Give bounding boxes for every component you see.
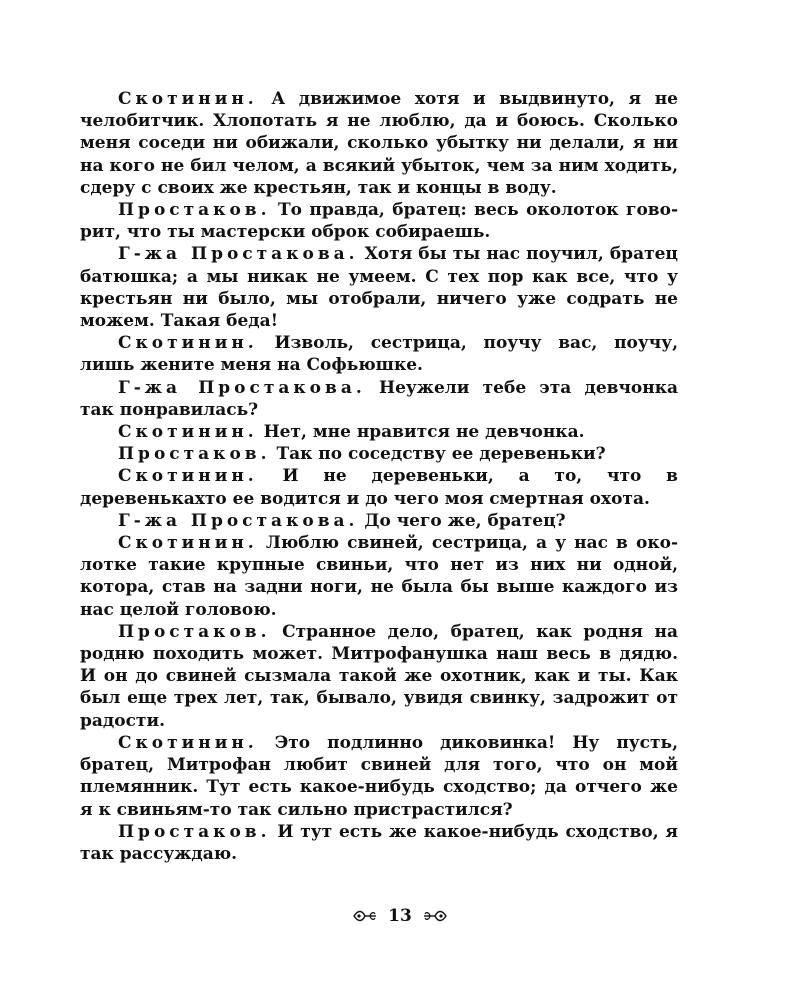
floral-ornament-icon <box>422 908 448 924</box>
floral-ornament-icon <box>352 908 378 924</box>
paragraph <box>80 88 678 199</box>
speech-text: Люблю свиней, сестрица, а у нас в околотке такие крупные свиньи, что нет из них ни одной, котора, став на задни ноги, не была бы выше каждого из нас целой головою. <box>80 533 678 620</box>
speech-text: То правда, братец: весь околоток говорит, что ты мастерски оброк собираешь. <box>80 200 678 243</box>
page-footer <box>0 906 800 926</box>
speech-text: Неужели тебе эта девчонка так понравилась? <box>80 377 679 420</box>
speech-text: Нет, мне нравится не девчонка. <box>257 422 585 443</box>
speech-text: И тут есть же какое-нибудь сходство, я так рассуждаю. <box>80 821 678 864</box>
paragraph <box>80 621 678 732</box>
speech-text: Странное дело, братец, как родня на родню походить может. Митрофанушка наш весь в дядю. И он до свиней сызмала такой же охотник, как и ты. Как был еще трех лет, так, бывало, увидя свинку, задрожит от радости. <box>80 621 678 731</box>
speaker-name: Скотинин. <box>118 89 258 109</box>
speech-text: Так по соседству ее деревеньки? <box>270 444 606 465</box>
paragraph <box>80 510 678 532</box>
paragraph <box>80 821 678 865</box>
speaker-name: Г-жа Простакова. <box>118 377 366 398</box>
speaker-name: Скотинин. <box>118 533 258 554</box>
paragraph <box>80 465 678 509</box>
paragraph <box>80 332 678 376</box>
speaker-name: Г-жа Простакова. <box>118 510 359 531</box>
page-number: 13 <box>388 906 412 926</box>
paragraph <box>80 443 678 465</box>
speaker-name: Простаков. <box>118 200 271 221</box>
speaker-name: Простаков. <box>118 821 271 842</box>
speaker-name: Скотинин. <box>118 732 258 753</box>
paragraph <box>80 532 678 621</box>
paragraph <box>80 421 678 443</box>
speaker-name: Г-жа Простакова. <box>118 244 359 265</box>
speaker-name: Простаков. <box>118 444 271 465</box>
page-text <box>80 88 678 865</box>
paragraph <box>80 377 678 421</box>
paragraph <box>80 732 678 821</box>
speaker-name: Скотинин. <box>118 422 258 443</box>
speaker-name: Простаков. <box>118 621 271 642</box>
speech-text: До чего же, братец? <box>358 510 566 531</box>
speech-text: И не деревеньки, а то, что в деревенькахто ее водится и до чего моя смертная охота. <box>80 466 678 509</box>
paragraph <box>80 199 678 243</box>
speaker-name: Скотинин. <box>118 466 258 487</box>
speech-text: А движимое хотя и выдвинуто, я не челобитчик. Хлопотать я не люблю, да и боюсь. Сколько меня соседи ни обижали, сколько убытку ни делали, я ни на кого не бил челом, а всякий убыток, чем за ним ходить, сдеру с своих же крестьян, так и концы в воду. <box>80 89 678 198</box>
speaker-name: Скотинин. <box>118 333 258 354</box>
speech-text: Изволь, сестрица, поучу вас, поучу, лишь жените меня на Софьюшке. <box>80 333 678 376</box>
paragraph <box>80 243 678 332</box>
speech-text: Хотя бы ты нас поучил, братец батюшка; а мы никак не умеем. С тех пор как все, что у крестьян ни было, мы отобрали, ничего уже содрать не можем. Такая беда! <box>80 244 678 332</box>
speech-text: Это подлинно диковинка! Ну пусть, братец, Митрофан любит свиней для того, что он мой племянник. Тут есть какое-нибудь сходство; да отчего же я к свиньям-то так сильно пристрастился? <box>80 732 678 820</box>
